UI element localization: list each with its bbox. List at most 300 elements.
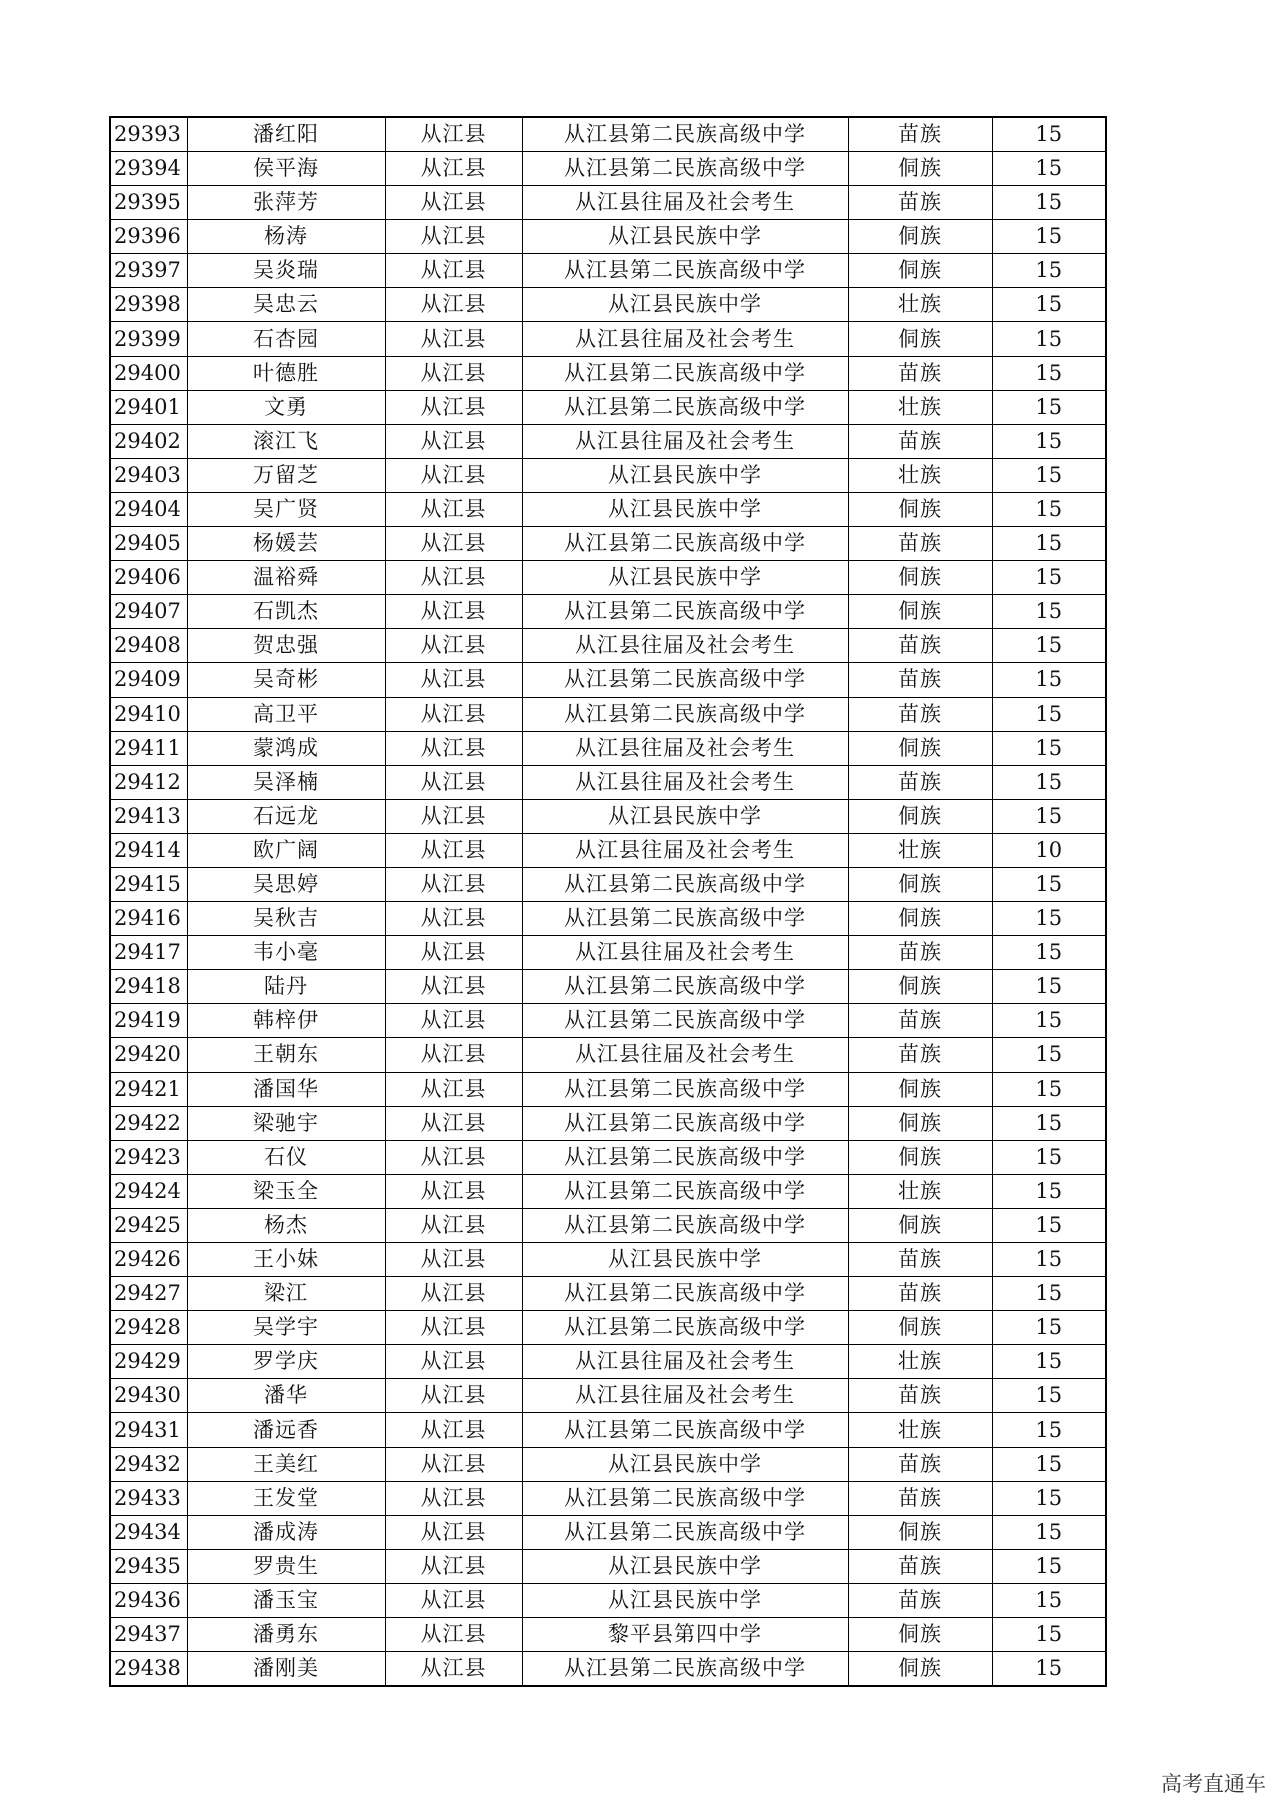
table-row <box>110 1413 1106 1447</box>
table-row <box>110 356 1106 390</box>
table-row <box>110 117 1106 152</box>
score-cell: 15 <box>992 1583 1106 1617</box>
county-cell: 从江县 <box>385 902 522 936</box>
candidate-name-cell: 吴思婷 <box>187 867 385 901</box>
table-row <box>110 186 1106 220</box>
table-row <box>110 697 1106 731</box>
candidate-name-cell: 万留芝 <box>187 458 385 492</box>
candidate-id-cell: 29434 <box>110 1515 187 1549</box>
ethnicity-cell: 苗族 <box>848 1038 992 1072</box>
candidate-name-cell: 吴广贤 <box>187 492 385 526</box>
school-cell: 从江县第二民族高级中学 <box>522 527 848 561</box>
ethnicity-cell: 侗族 <box>848 799 992 833</box>
school-cell: 从江县往届及社会考生 <box>522 731 848 765</box>
candidate-id-cell: 29395 <box>110 186 187 220</box>
table-row <box>110 1379 1106 1413</box>
school-cell: 从江县第二民族高级中学 <box>522 254 848 288</box>
county-cell: 从江县 <box>385 1106 522 1140</box>
ethnicity-cell: 侗族 <box>848 152 992 186</box>
county-cell: 从江县 <box>385 1583 522 1617</box>
school-cell: 从江县往届及社会考生 <box>522 1345 848 1379</box>
score-cell: 15 <box>992 1208 1106 1242</box>
county-cell: 从江县 <box>385 799 522 833</box>
ethnicity-cell: 侗族 <box>848 1311 992 1345</box>
table-row <box>110 561 1106 595</box>
county-cell: 从江县 <box>385 527 522 561</box>
score-cell: 15 <box>992 1549 1106 1583</box>
candidate-name-cell: 韩梓伊 <box>187 1004 385 1038</box>
school-cell: 从江县第二民族高级中学 <box>522 1106 848 1140</box>
candidate-id-cell: 29436 <box>110 1583 187 1617</box>
candidate-name-cell: 石仪 <box>187 1140 385 1174</box>
candidate-name-cell: 石凯杰 <box>187 595 385 629</box>
candidate-id-cell: 29415 <box>110 867 187 901</box>
candidate-id-cell: 29405 <box>110 527 187 561</box>
candidate-id-cell: 29411 <box>110 731 187 765</box>
score-cell: 15 <box>992 492 1106 526</box>
table-row <box>110 1208 1106 1242</box>
candidate-id-cell: 29421 <box>110 1072 187 1106</box>
score-cell: 15 <box>992 1174 1106 1208</box>
school-cell: 从江县往届及社会考生 <box>522 833 848 867</box>
candidate-id-cell: 29428 <box>110 1311 187 1345</box>
school-cell: 从江县民族中学 <box>522 458 848 492</box>
school-cell: 从江县第二民族高级中学 <box>522 1311 848 1345</box>
score-cell: 15 <box>992 902 1106 936</box>
school-cell: 从江县往届及社会考生 <box>522 322 848 356</box>
candidate-name-cell: 潘勇东 <box>187 1618 385 1652</box>
ethnicity-cell: 侗族 <box>848 220 992 254</box>
school-cell: 从江县民族中学 <box>522 1583 848 1617</box>
candidate-id-cell: 29396 <box>110 220 187 254</box>
county-cell: 从江县 <box>385 1140 522 1174</box>
county-cell: 从江县 <box>385 117 522 152</box>
ethnicity-cell: 苗族 <box>848 1277 992 1311</box>
county-cell: 从江县 <box>385 186 522 220</box>
candidate-name-cell: 高卫平 <box>187 697 385 731</box>
candidate-name-cell: 潘成涛 <box>187 1515 385 1549</box>
candidate-id-cell: 29432 <box>110 1447 187 1481</box>
school-cell: 从江县往届及社会考生 <box>522 765 848 799</box>
county-cell: 从江县 <box>385 1413 522 1447</box>
candidate-id-cell: 29425 <box>110 1208 187 1242</box>
ethnicity-cell: 侗族 <box>848 1652 992 1687</box>
score-cell: 15 <box>992 1106 1106 1140</box>
ethnicity-cell: 壮族 <box>848 1413 992 1447</box>
school-cell: 从江县第二民族高级中学 <box>522 1072 848 1106</box>
county-cell: 从江县 <box>385 1481 522 1515</box>
school-cell: 从江县第二民族高级中学 <box>522 867 848 901</box>
county-cell: 从江县 <box>385 697 522 731</box>
candidate-id-cell: 29426 <box>110 1243 187 1277</box>
candidate-name-cell: 叶德胜 <box>187 356 385 390</box>
score-cell: 15 <box>992 1515 1106 1549</box>
candidate-name-cell: 韦小毫 <box>187 936 385 970</box>
school-cell: 从江县民族中学 <box>522 492 848 526</box>
school-cell: 从江县第二民族高级中学 <box>522 390 848 424</box>
score-cell: 15 <box>992 731 1106 765</box>
county-cell: 从江县 <box>385 1277 522 1311</box>
ethnicity-cell: 苗族 <box>848 1447 992 1481</box>
candidate-name-cell: 王朝东 <box>187 1038 385 1072</box>
ethnicity-cell: 侗族 <box>848 254 992 288</box>
score-cell: 15 <box>992 663 1106 697</box>
candidate-id-cell: 29431 <box>110 1413 187 1447</box>
table-row <box>110 731 1106 765</box>
score-cell: 15 <box>992 1140 1106 1174</box>
candidate-id-cell: 29422 <box>110 1106 187 1140</box>
candidate-name-cell: 吴泽楠 <box>187 765 385 799</box>
county-cell: 从江县 <box>385 356 522 390</box>
watermark-text: 高考直通车 <box>1161 1772 1266 1796</box>
county-cell: 从江县 <box>385 152 522 186</box>
ethnicity-cell: 侗族 <box>848 492 992 526</box>
candidate-name-cell: 杨涛 <box>187 220 385 254</box>
table-row <box>110 527 1106 561</box>
score-cell: 15 <box>992 1345 1106 1379</box>
county-cell: 从江县 <box>385 492 522 526</box>
ethnicity-cell: 侗族 <box>848 595 992 629</box>
school-cell: 从江县往届及社会考生 <box>522 186 848 220</box>
county-cell: 从江县 <box>385 1243 522 1277</box>
candidate-id-cell: 29413 <box>110 799 187 833</box>
score-cell: 15 <box>992 970 1106 1004</box>
candidate-id-cell: 29418 <box>110 970 187 1004</box>
candidate-name-cell: 吴忠云 <box>187 288 385 322</box>
score-cell: 15 <box>992 595 1106 629</box>
candidate-id-cell: 29408 <box>110 629 187 663</box>
candidate-id-cell: 29398 <box>110 288 187 322</box>
school-cell: 从江县第二民族高级中学 <box>522 1140 848 1174</box>
table-row <box>110 1277 1106 1311</box>
table-row <box>110 867 1106 901</box>
county-cell: 从江县 <box>385 595 522 629</box>
school-cell: 黎平县第四中学 <box>522 1618 848 1652</box>
score-cell: 15 <box>992 288 1106 322</box>
county-cell: 从江县 <box>385 458 522 492</box>
candidate-name-cell: 杨媛芸 <box>187 527 385 561</box>
ethnicity-cell: 苗族 <box>848 1481 992 1515</box>
score-cell: 15 <box>992 152 1106 186</box>
ethnicity-cell: 侗族 <box>848 1140 992 1174</box>
candidate-name-cell: 潘国华 <box>187 1072 385 1106</box>
table-row <box>110 220 1106 254</box>
table-row <box>110 1243 1106 1277</box>
ethnicity-cell: 苗族 <box>848 1379 992 1413</box>
school-cell: 从江县第二民族高级中学 <box>522 1174 848 1208</box>
ethnicity-cell: 壮族 <box>848 833 992 867</box>
ethnicity-cell: 壮族 <box>848 458 992 492</box>
school-cell: 从江县往届及社会考生 <box>522 936 848 970</box>
school-cell: 从江县往届及社会考生 <box>522 1379 848 1413</box>
score-cell: 15 <box>992 117 1106 152</box>
score-cell: 15 <box>992 1072 1106 1106</box>
candidate-id-cell: 29438 <box>110 1652 187 1687</box>
candidate-id-cell: 29430 <box>110 1379 187 1413</box>
score-cell: 15 <box>992 1481 1106 1515</box>
candidate-id-cell: 29427 <box>110 1277 187 1311</box>
candidate-name-cell: 贺忠强 <box>187 629 385 663</box>
candidate-id-cell: 29429 <box>110 1345 187 1379</box>
county-cell: 从江县 <box>385 1379 522 1413</box>
county-cell: 从江县 <box>385 970 522 1004</box>
score-cell: 15 <box>992 1652 1106 1687</box>
ethnicity-cell: 苗族 <box>848 697 992 731</box>
candidate-id-cell: 29397 <box>110 254 187 288</box>
candidate-id-cell: 29419 <box>110 1004 187 1038</box>
school-cell: 从江县民族中学 <box>522 1549 848 1583</box>
table-row <box>110 765 1106 799</box>
candidate-name-cell: 陆丹 <box>187 970 385 1004</box>
candidate-id-cell: 29414 <box>110 833 187 867</box>
score-cell: 15 <box>992 799 1106 833</box>
score-cell: 15 <box>992 1447 1106 1481</box>
score-cell: 10 <box>992 833 1106 867</box>
candidate-id-cell: 29406 <box>110 561 187 595</box>
school-cell: 从江县民族中学 <box>522 561 848 595</box>
candidate-id-cell: 29410 <box>110 697 187 731</box>
candidate-name-cell: 蒙鸿成 <box>187 731 385 765</box>
school-cell: 从江县民族中学 <box>522 1243 848 1277</box>
candidate-id-cell: 29393 <box>110 117 187 152</box>
school-cell: 从江县第二民族高级中学 <box>522 663 848 697</box>
ethnicity-cell: 苗族 <box>848 1004 992 1038</box>
score-cell: 15 <box>992 186 1106 220</box>
table-row <box>110 322 1106 356</box>
school-cell: 从江县民族中学 <box>522 220 848 254</box>
candidate-name-cell: 温裕舜 <box>187 561 385 595</box>
ethnicity-cell: 壮族 <box>848 390 992 424</box>
table-row <box>110 1038 1106 1072</box>
county-cell: 从江县 <box>385 1174 522 1208</box>
candidate-id-cell: 29437 <box>110 1618 187 1652</box>
county-cell: 从江县 <box>385 867 522 901</box>
ethnicity-cell: 苗族 <box>848 765 992 799</box>
candidate-id-cell: 29407 <box>110 595 187 629</box>
score-cell: 15 <box>992 390 1106 424</box>
table-row <box>110 1345 1106 1379</box>
county-cell: 从江县 <box>385 254 522 288</box>
candidate-id-cell: 29420 <box>110 1038 187 1072</box>
ethnicity-cell: 壮族 <box>848 1174 992 1208</box>
ethnicity-cell: 侗族 <box>848 1515 992 1549</box>
table-row <box>110 799 1106 833</box>
county-cell: 从江县 <box>385 1345 522 1379</box>
ethnicity-cell: 壮族 <box>848 1345 992 1379</box>
county-cell: 从江县 <box>385 1311 522 1345</box>
table-row <box>110 152 1106 186</box>
score-cell: 15 <box>992 322 1106 356</box>
county-cell: 从江县 <box>385 936 522 970</box>
table-row <box>110 663 1106 697</box>
ethnicity-cell: 苗族 <box>848 1549 992 1583</box>
ethnicity-cell: 苗族 <box>848 629 992 663</box>
county-cell: 从江县 <box>385 322 522 356</box>
ethnicity-cell: 苗族 <box>848 1583 992 1617</box>
candidate-name-cell: 吴炎瑞 <box>187 254 385 288</box>
score-cell: 15 <box>992 1243 1106 1277</box>
school-cell: 从江县第二民族高级中学 <box>522 1515 848 1549</box>
ethnicity-cell: 苗族 <box>848 117 992 152</box>
score-cell: 15 <box>992 424 1106 458</box>
score-cell: 15 <box>992 1311 1106 1345</box>
score-cell: 15 <box>992 458 1106 492</box>
county-cell: 从江县 <box>385 424 522 458</box>
candidate-id-cell: 29403 <box>110 458 187 492</box>
table-row <box>110 1583 1106 1617</box>
table-row <box>110 833 1106 867</box>
county-cell: 从江县 <box>385 731 522 765</box>
candidate-name-cell: 罗学庆 <box>187 1345 385 1379</box>
school-cell: 从江县第二民族高级中学 <box>522 902 848 936</box>
candidate-table <box>109 116 1107 1687</box>
ethnicity-cell: 侗族 <box>848 731 992 765</box>
ethnicity-cell: 苗族 <box>848 356 992 390</box>
candidate-id-cell: 29435 <box>110 1549 187 1583</box>
score-cell: 15 <box>992 629 1106 663</box>
table-row <box>110 492 1106 526</box>
score-cell: 15 <box>992 1277 1106 1311</box>
county-cell: 从江县 <box>385 1038 522 1072</box>
ethnicity-cell: 侗族 <box>848 970 992 1004</box>
candidate-id-cell: 29423 <box>110 1140 187 1174</box>
candidate-id-cell: 29412 <box>110 765 187 799</box>
school-cell: 从江县第二民族高级中学 <box>522 117 848 152</box>
table-row <box>110 254 1106 288</box>
ethnicity-cell: 侗族 <box>848 1072 992 1106</box>
candidate-name-cell: 滚江飞 <box>187 424 385 458</box>
table-row <box>110 424 1106 458</box>
candidate-name-cell: 欧广阔 <box>187 833 385 867</box>
candidate-name-cell: 吴奇彬 <box>187 663 385 697</box>
table-row <box>110 1481 1106 1515</box>
candidate-id-cell: 29416 <box>110 902 187 936</box>
county-cell: 从江县 <box>385 1618 522 1652</box>
candidate-name-cell: 梁驰宇 <box>187 1106 385 1140</box>
county-cell: 从江县 <box>385 288 522 322</box>
ethnicity-cell: 苗族 <box>848 186 992 220</box>
candidate-name-cell: 王美红 <box>187 1447 385 1481</box>
ethnicity-cell: 侗族 <box>848 322 992 356</box>
ethnicity-cell: 侗族 <box>848 1106 992 1140</box>
ethnicity-cell: 苗族 <box>848 936 992 970</box>
candidate-name-cell: 潘红阳 <box>187 117 385 152</box>
candidate-name-cell: 王小妹 <box>187 1243 385 1277</box>
school-cell: 从江县第二民族高级中学 <box>522 1004 848 1038</box>
candidate-name-cell: 杨杰 <box>187 1208 385 1242</box>
score-cell: 15 <box>992 1004 1106 1038</box>
candidate-name-cell: 王发堂 <box>187 1481 385 1515</box>
candidate-id-cell: 29402 <box>110 424 187 458</box>
county-cell: 从江县 <box>385 1072 522 1106</box>
candidate-id-cell: 29400 <box>110 356 187 390</box>
table-row <box>110 902 1106 936</box>
ethnicity-cell: 侗族 <box>848 561 992 595</box>
ethnicity-cell: 侗族 <box>848 867 992 901</box>
school-cell: 从江县往届及社会考生 <box>522 424 848 458</box>
candidate-id-cell: 29394 <box>110 152 187 186</box>
table-row <box>110 1618 1106 1652</box>
county-cell: 从江县 <box>385 1208 522 1242</box>
ethnicity-cell: 侗族 <box>848 902 992 936</box>
ethnicity-cell: 苗族 <box>848 527 992 561</box>
table-row <box>110 1549 1106 1583</box>
score-cell: 15 <box>992 1038 1106 1072</box>
score-cell: 15 <box>992 1379 1106 1413</box>
candidate-name-cell: 吴秋吉 <box>187 902 385 936</box>
score-cell: 15 <box>992 697 1106 731</box>
school-cell: 从江县第二民族高级中学 <box>522 356 848 390</box>
county-cell: 从江县 <box>385 833 522 867</box>
county-cell: 从江县 <box>385 220 522 254</box>
school-cell: 从江县第二民族高级中学 <box>522 1652 848 1687</box>
county-cell: 从江县 <box>385 663 522 697</box>
candidate-name-cell: 潘玉宝 <box>187 1583 385 1617</box>
table-row <box>110 1447 1106 1481</box>
county-cell: 从江县 <box>385 1652 522 1687</box>
school-cell: 从江县第二民族高级中学 <box>522 595 848 629</box>
county-cell: 从江县 <box>385 629 522 663</box>
candidate-name-cell: 吴学宇 <box>187 1311 385 1345</box>
table-row <box>110 1004 1106 1038</box>
candidate-name-cell: 梁江 <box>187 1277 385 1311</box>
candidate-name-cell: 石远龙 <box>187 799 385 833</box>
table-row <box>110 1515 1106 1549</box>
county-cell: 从江县 <box>385 390 522 424</box>
table-row <box>110 1174 1106 1208</box>
table-row <box>110 288 1106 322</box>
school-cell: 从江县往届及社会考生 <box>522 1038 848 1072</box>
county-cell: 从江县 <box>385 1004 522 1038</box>
county-cell: 从江县 <box>385 765 522 799</box>
school-cell: 从江县第二民族高级中学 <box>522 1277 848 1311</box>
candidate-name-cell: 石杏园 <box>187 322 385 356</box>
ethnicity-cell: 苗族 <box>848 663 992 697</box>
county-cell: 从江县 <box>385 1549 522 1583</box>
candidate-name-cell: 罗贵生 <box>187 1549 385 1583</box>
table-row <box>110 970 1106 1004</box>
score-cell: 15 <box>992 220 1106 254</box>
school-cell: 从江县第二民族高级中学 <box>522 697 848 731</box>
candidate-name-cell: 潘远香 <box>187 1413 385 1447</box>
candidate-name-cell: 张萍芳 <box>187 186 385 220</box>
school-cell: 从江县民族中学 <box>522 1447 848 1481</box>
school-cell: 从江县第二民族高级中学 <box>522 1413 848 1447</box>
table-row <box>110 390 1106 424</box>
school-cell: 从江县第二民族高级中学 <box>522 1481 848 1515</box>
ethnicity-cell: 侗族 <box>848 1618 992 1652</box>
candidate-id-cell: 29424 <box>110 1174 187 1208</box>
table-row <box>110 1140 1106 1174</box>
county-cell: 从江县 <box>385 1447 522 1481</box>
candidate-name-cell: 侯平海 <box>187 152 385 186</box>
score-cell: 15 <box>992 765 1106 799</box>
candidate-name-cell: 潘华 <box>187 1379 385 1413</box>
table-row <box>110 1311 1106 1345</box>
candidate-id-cell: 29401 <box>110 390 187 424</box>
candidate-name-cell: 梁玉全 <box>187 1174 385 1208</box>
score-cell: 15 <box>992 527 1106 561</box>
candidate-id-cell: 29404 <box>110 492 187 526</box>
table-row <box>110 1106 1106 1140</box>
table-row <box>110 1652 1106 1687</box>
score-cell: 15 <box>992 254 1106 288</box>
ethnicity-cell: 苗族 <box>848 424 992 458</box>
score-cell: 15 <box>992 356 1106 390</box>
school-cell: 从江县往届及社会考生 <box>522 629 848 663</box>
county-cell: 从江县 <box>385 1515 522 1549</box>
score-cell: 15 <box>992 1413 1106 1447</box>
